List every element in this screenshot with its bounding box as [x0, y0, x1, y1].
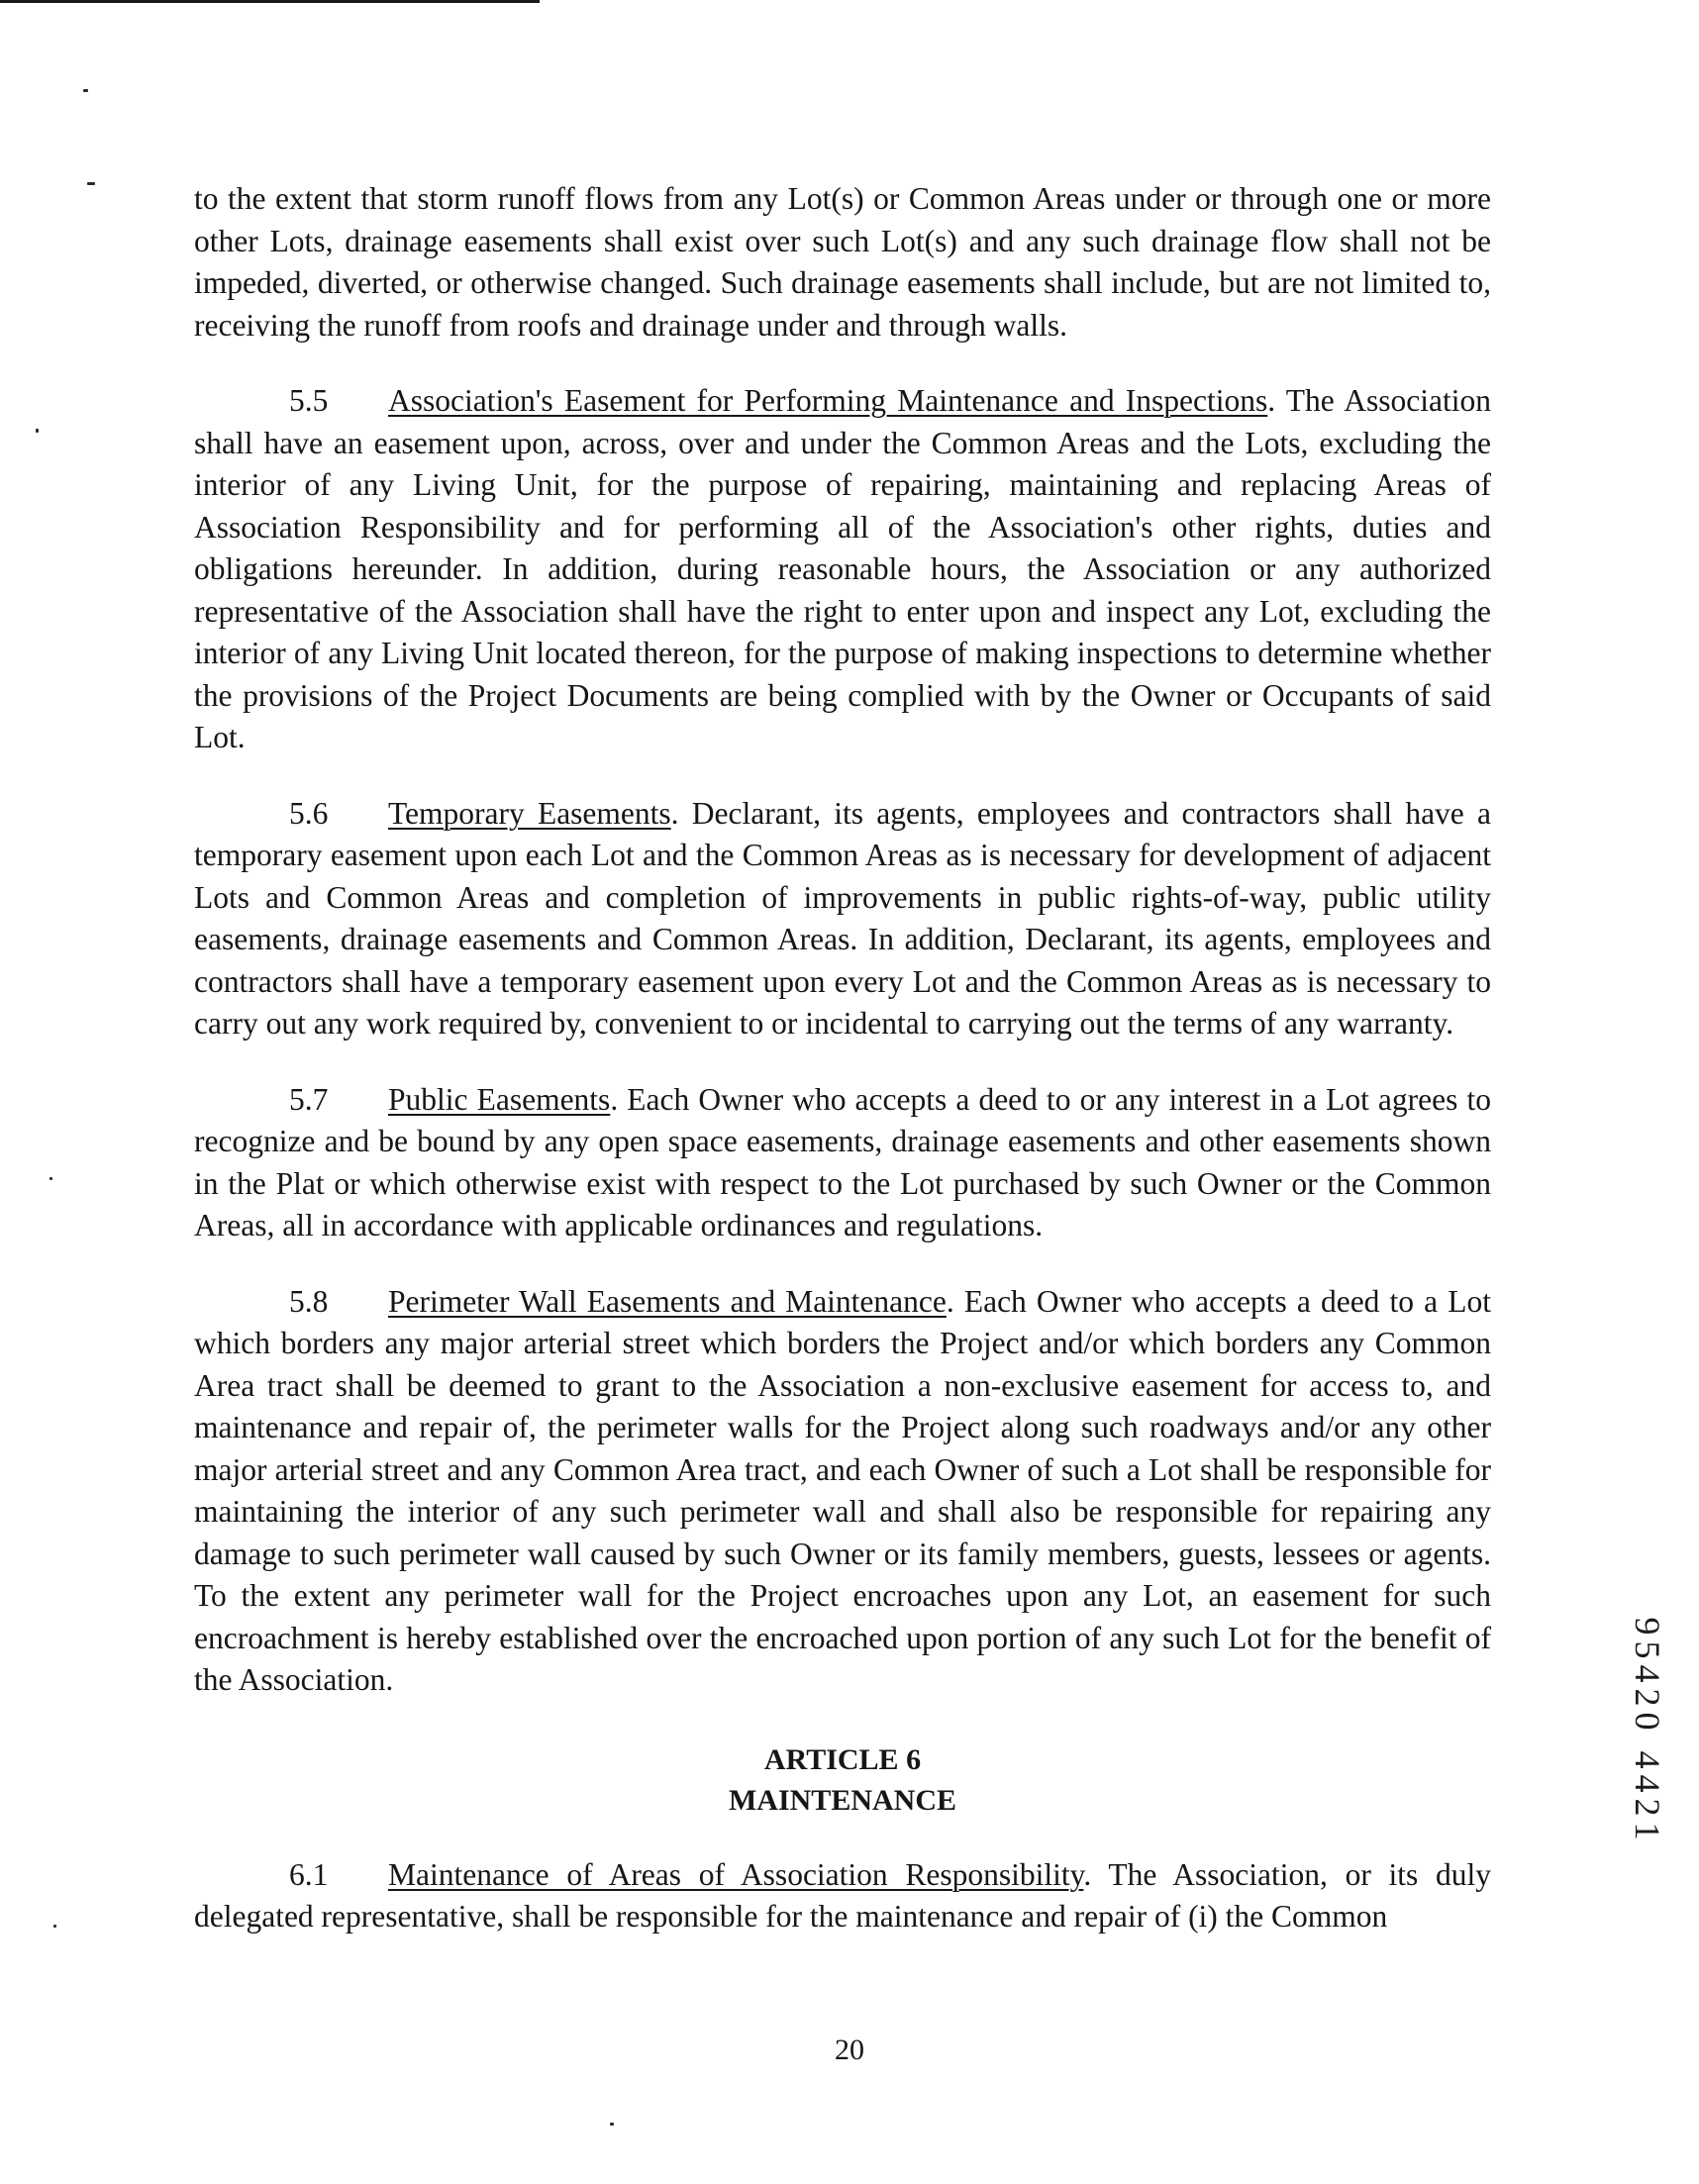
- recording-stamp-text: 95420 4421: [1628, 1617, 1667, 1846]
- scan-speck: [610, 2123, 614, 2126]
- scan-speck: [87, 182, 95, 185]
- scan-speck: [36, 429, 39, 433]
- section-number: 5.6: [289, 795, 329, 831]
- section-text: . The Association, or its duly delegated representative, shall be responsible for the maintenance and repair of (i) the Common: [194, 1856, 1491, 1934]
- scan-speck: [50, 1177, 52, 1180]
- section-text: . Declarant, its agents, employees and contractors shall have a temporary easement upon each Lot and the Common Areas as is necessary for development of adjacent Lots and Common Areas and completion of improvements in public rights-of-way, public utility easements, drainage easements and Common Areas. In addition, Declarant, its agents, employees and contractors shall have a temporary easement upon every Lot and the Common Areas as is necessary to carry out any work required by, convenient to or incidental to carrying out the terms of any warranty.: [194, 795, 1491, 1041]
- section-6-1: [194, 1854, 1491, 1938]
- section-number: 5.7: [289, 1081, 329, 1117]
- section-5-8: [194, 1281, 1491, 1702]
- section-number: 5.5: [289, 383, 329, 418]
- section-number: 6.1: [289, 1856, 329, 1892]
- scan-edge-line: [0, 0, 540, 3]
- scan-speck: [83, 89, 88, 92]
- section-title: Temporary Easements: [388, 795, 671, 831]
- page-number: 20: [835, 2034, 864, 2066]
- section-text: . Each Owner who accepts a deed to a Lot which borders any major arterial street which borders the Project and/or which borders any Common Area tract shall be deemed to grant to the Association a non-exclusive easement for access to, and maintenance and repair of, the perimeter walls for the Project along such roadways and/or any other major arterial street and any Common Area tract, and each Owner of such a Lot shall be responsible for maintaining the interior of any such perimeter wall and shall also be responsible for repairing any damage to such perimeter wall caused by such Owner or its family members, guests, lessees or agents. To the extent any perimeter wall for the Project encroaches upon any Lot, an easement for such encroachment is hereby established over the encroached upon portion of any such Lot for the benefit of the Association.: [194, 1283, 1491, 1697]
- section-title: Maintenance of Areas of Association Responsibility: [388, 1856, 1084, 1892]
- recording-stamp: [1626, 1594, 1669, 1871]
- article-heading: ARTICLE 6: [763, 1742, 922, 1776]
- section-title: Public Easements: [388, 1081, 611, 1117]
- section-5-7: [194, 1079, 1491, 1247]
- article-subheading: MAINTENANCE: [728, 1783, 956, 1817]
- article-heading-block: [194, 1739, 1491, 1821]
- scan-speck: [53, 1925, 56, 1928]
- section-text: . The Association shall have an easement upon, across, over and under the Common Areas and the Lots, excluding the interior of any Living Unit, for the purpose of repairing, maintaining and replacing Areas of Association Responsibility and for performing all of the Association's other rights, duties and obligations hereunder. In addition, during reasonable hours, the Association or any authorized representative of the Association shall have the right to enter upon and inspect any Lot, excluding the interior of any Living Unit located thereon, for the purpose of making inspections to determine whether the provisions of the Project Documents are being complied with by the Owner or Occupants of said Lot.: [194, 383, 1491, 754]
- section-5-6: [194, 793, 1491, 1045]
- section-title: Perimeter Wall Easements and Maintenance: [388, 1283, 947, 1319]
- section-number: 5.8: [289, 1283, 329, 1319]
- intro-paragraph: to the extent that storm runoff flows from any Lot(s) or Common Areas under or through one or more other Lots, drainage easements shall exist over such Lot(s) and any such drainage flow shall not be impeded, diverted, or otherwise changed. Such drainage easements shall include, but are not limited to, receiving the runoff from roofs and drainage under and through walls.: [194, 181, 1491, 343]
- document-body: [194, 178, 1491, 1938]
- section-5-5: [194, 380, 1491, 759]
- section-title: Association's Easement for Performing Maintenance and Inspections: [388, 383, 1268, 418]
- section-text: . Each Owner who accepts a deed to or any interest in a Lot agrees to recognize and be bound by any open space easements, drainage easements and other easements shown in the Plat or which otherwise exist with respect to the Lot purchased by such Owner or the Common Areas, all in accordance with applicable ordinances and regulations.: [194, 1081, 1491, 1242]
